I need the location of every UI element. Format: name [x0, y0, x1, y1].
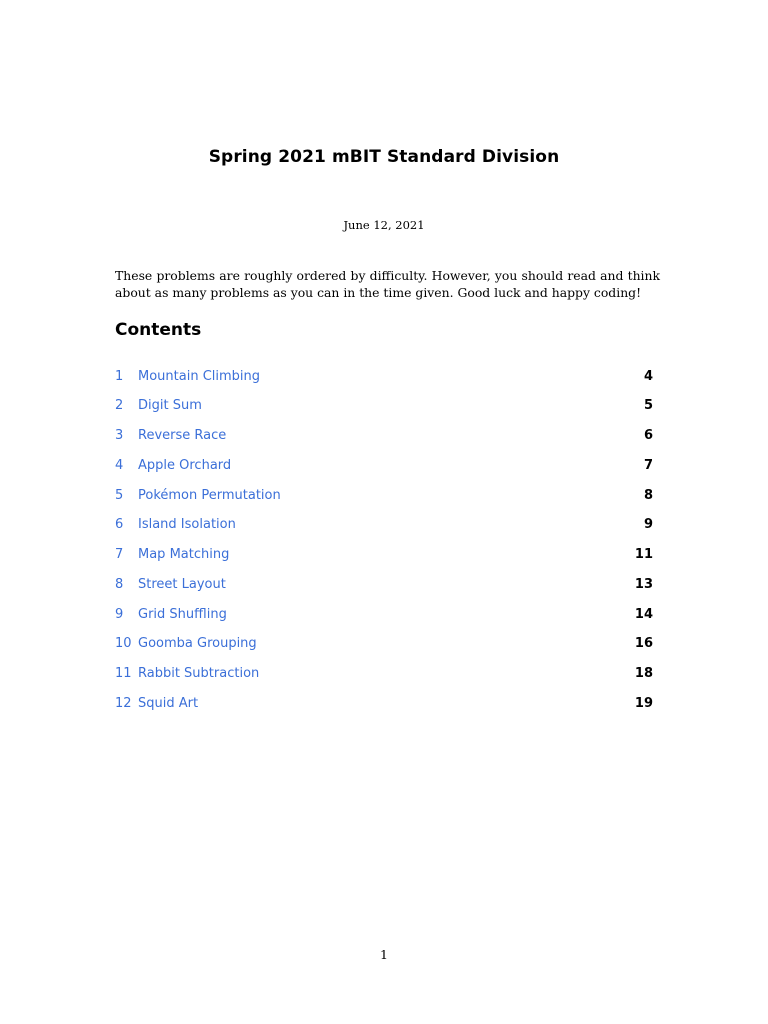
toc-entry-page: 4 — [643, 369, 653, 384]
toc-entry-number: 4 — [115, 458, 124, 473]
toc-entry-number: 7 — [115, 547, 124, 562]
toc-entry-page: 18 — [634, 666, 653, 681]
toc-entry-title[interactable]: Mountain Climbing — [138, 369, 261, 384]
toc-entry-number: 5 — [115, 488, 124, 503]
toc-entry-page: 13 — [634, 577, 653, 592]
toc-entry-number: 8 — [115, 577, 124, 592]
toc-entry-number: 3 — [115, 428, 124, 443]
toc-entry-apple-orchard[interactable] — [115, 458, 653, 476]
toc-entry-number: 2 — [115, 398, 124, 413]
toc-entry-page: 5 — [643, 398, 653, 413]
document-title: Spring 2021 mBIT Standard Division — [208, 147, 560, 167]
toc-entry-title[interactable]: Apple Orchard — [138, 458, 232, 473]
toc-entry-grid-shuffling[interactable] — [115, 607, 653, 625]
toc-entry-number: 11 — [115, 666, 132, 681]
toc-entry-number: 1 — [115, 369, 124, 384]
toc-entry-number: 10 — [115, 636, 132, 651]
toc-entry-title[interactable]: Street Layout — [138, 577, 226, 592]
toc-entry-number: 12 — [115, 696, 132, 711]
intro-paragraph: These problems are roughly ordered by difficulty. However, you should read and think about as many problems as you can in the time given. Good luck and happy coding! — [115, 268, 660, 300]
toc-entry-page: 9 — [643, 517, 653, 532]
toc-entry-page: 8 — [643, 488, 653, 503]
toc-entry-title[interactable]: Reverse Race — [138, 428, 227, 443]
toc-entry-goomba-grouping[interactable] — [115, 636, 653, 654]
toc-entry-title[interactable]: Digit Sum — [138, 398, 202, 413]
toc-entry-title[interactable]: Squid Art — [138, 696, 199, 711]
toc-entry-page: 19 — [634, 696, 653, 711]
toc-entry-map-matching[interactable] — [115, 547, 653, 565]
toc-entry-island-isolation[interactable] — [115, 517, 653, 535]
toc-entry-title[interactable]: Map Matching — [138, 547, 230, 562]
toc-entry-page: 16 — [634, 636, 653, 651]
toc-entry-page: 14 — [634, 607, 653, 622]
toc-entry-street-layout[interactable] — [115, 577, 653, 595]
toc-entry-page: 6 — [643, 428, 653, 443]
toc-entry-number: 6 — [115, 517, 124, 532]
page-number: 1 — [380, 947, 388, 962]
toc-entry-title[interactable]: Island Isolation — [138, 517, 236, 532]
toc-entry-page: 7 — [643, 458, 653, 473]
document-date: June 12, 2021 — [343, 218, 425, 232]
toc-entry-title[interactable]: Goomba Grouping — [138, 636, 257, 651]
toc-entry-number: 9 — [115, 607, 124, 622]
toc-entry-digit-sum[interactable] — [115, 398, 653, 416]
toc-entry-title[interactable]: Grid Shuffling — [138, 607, 227, 622]
toc-entry-pokemon-permutation[interactable] — [115, 488, 653, 506]
contents-heading: Contents — [115, 320, 202, 340]
toc-entry-mountain-climbing[interactable] — [115, 369, 653, 387]
toc-entry-page: 11 — [634, 547, 653, 562]
toc-entry-rabbit-subtraction[interactable] — [115, 666, 653, 684]
toc-entry-title[interactable]: Rabbit Subtraction — [138, 666, 260, 681]
toc-entry-reverse-race[interactable] — [115, 428, 653, 446]
toc-entry-squid-art[interactable] — [115, 696, 653, 714]
toc-entry-title[interactable]: Pokémon Permutation — [138, 488, 281, 503]
